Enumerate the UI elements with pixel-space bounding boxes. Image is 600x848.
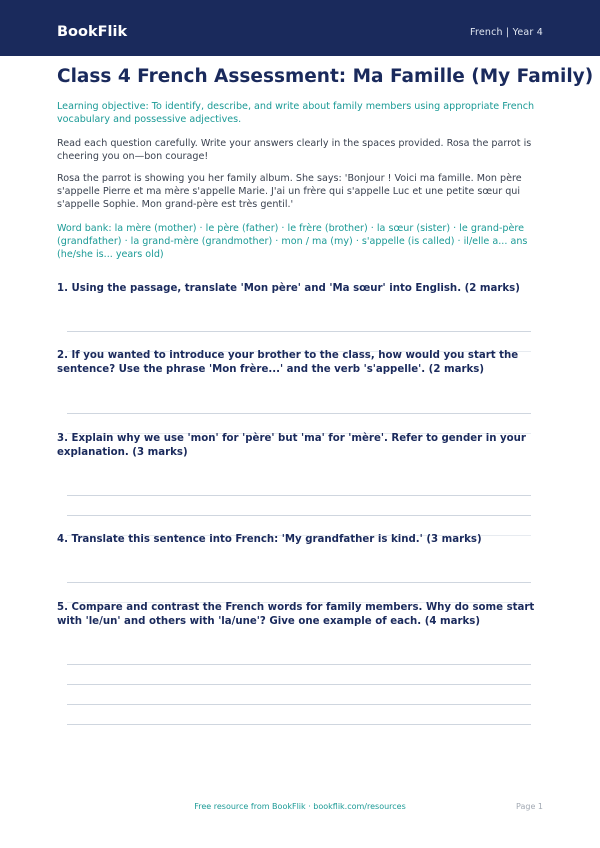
question-3: 3. Explain why we use 'mon' for 'père' but 'ma' for 'mère'. Refer to gender in your explanation. (3 marks): [57, 433, 526, 459]
reading-passage: Rosa the parrot is showing you her family album. She says: 'Bonjour ! Voici ma famille. Mon père s'appelle Pierre et ma mère s'appelle Marie. J'ai un frère qui s'appelle Luc et une petite sœur qui s'appelle Sophie. Mon grand-père est très gentil.': [57, 173, 522, 211]
instructions-text: Read each question carefully. Write your answers clearly in the spaces provided. Rosa the parrot is cheering you on—bon courage!: [57, 138, 532, 163]
answer-line[interactable]: [67, 724, 531, 725]
answer-line[interactable]: [67, 495, 531, 496]
subject-year-label: French | Year 4: [470, 27, 543, 38]
brand-logo[interactable]: BookFlik: [57, 24, 128, 40]
page-number: Page 1: [516, 802, 543, 811]
question-5: 5. Compare and contrast the French words for family members. Why do some start with 'le/un' and others with 'la/une'? Give one example of each. (4 marks): [57, 602, 535, 628]
question-4: 4. Translate this sentence into French: 'My grandfather is kind.' (3 marks): [57, 534, 482, 545]
question-1: 1. Using the passage, translate 'Mon père' and 'Ma sœur' into English. (2 marks): [57, 283, 520, 294]
answer-line[interactable]: [67, 704, 531, 705]
answer-line[interactable]: [67, 331, 531, 332]
learning-objective: Learning objective: To identify, describe, and write about family members using appropriate French vocabulary and possessive adjectives.: [57, 101, 535, 126]
answer-line[interactable]: [67, 515, 531, 516]
header-bar: [0, 0, 600, 56]
footer-resource-link[interactable]: Free resource from BookFlik · bookflik.com/resources: [194, 802, 406, 811]
answer-line[interactable]: [67, 664, 531, 665]
word-bank: Word bank: la mère (mother) · le père (father) · le frère (brother) · la sœur (sister) · le grand-père (grandfather) · la grand-mère (grandmother) · mon / ma (my) · s'appelle (is called) · il/elle a... ans (he/she is... years old): [57, 223, 528, 261]
page-title: Class 4 French Assessment: Ma Famille (My Family): [57, 66, 594, 87]
question-2: 2. If you wanted to introduce your brother to the class, how would you start the sentence? Use the phrase 'Mon frère...' and the verb 's'appelle'. (2 marks): [57, 350, 519, 376]
answer-line[interactable]: [67, 413, 531, 414]
answer-line[interactable]: [67, 582, 531, 583]
answer-line[interactable]: [67, 684, 531, 685]
